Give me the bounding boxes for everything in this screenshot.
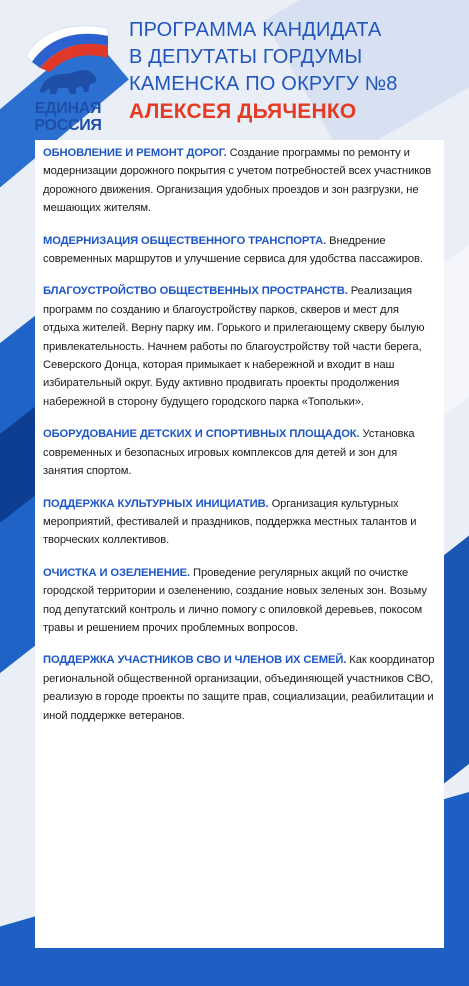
candidate-name: АЛЕКСЕЯ ДЬЯЧЕНКО (129, 100, 357, 123)
title-line: В ДЕПУТАТЫ ГОРДУМЫ (129, 46, 363, 68)
section-text: Реализация программ по созданию и благоустройству парков, скверов и мест для отдыха жителей. Верну парку им. Горького и прилегающему скверу былую привлекательность. Начнем работы по благоустройству той части берега, Северского Донца, которая примыкает к набережной и входит в наш избирательный округ. Буду активно продвигать проекты продолжения набережной в сторону будущего городского парка «Топольки». (43, 285, 425, 408)
section-heading: МОДЕРНИЗАЦИЯ ОБЩЕСТВЕННОГО ТРАНСПОРТА. (43, 234, 327, 247)
party-name-line: РОССИЯ (34, 117, 102, 134)
section-heading: ПОДДЕРЖКА УЧАСТНИКОВ СВО И ЧЛЕНОВ ИХ СЕМЕЙ. (43, 654, 347, 667)
section-text: Как координатор региональной общественной организации, объединяющей участников СВО, реализую в городе проекты по защите прав, социализации, реабилитации и иной поддержке ветеранов. (43, 654, 435, 722)
program-section (43, 232, 436, 269)
program-card (35, 140, 444, 948)
title-line: КАМЕНСКА ПО ОКРУГУ №8 (129, 73, 398, 95)
section-heading: БЛАГОУСТРОЙСТВО ОБЩЕСТВЕННЫХ ПРОСТРАНСТВ. (43, 285, 348, 298)
program-section (43, 425, 436, 480)
section-text: Проведение регулярных акций по очистке городской территории и озеленению, создание новых зеленых зон. Возьму под депутатский контроль и лично помогу с опиловкой деревьев, покосом травы и решением прочих проблемных вопросов. (43, 566, 427, 634)
program-section (43, 144, 436, 218)
program-section (43, 564, 436, 638)
party-name (20, 100, 116, 134)
program-section (43, 651, 436, 725)
section-text: Создание программы по ремонту и модернизации дорожного покрытия с учетом потребностей всех участников дорожного движения. Организация удобных проездов и зон разгрузки, не мешающих жителям. (43, 147, 432, 215)
party-logo (20, 22, 116, 134)
section-text: Внедрение современных маршрутов и улучшение сервиса для удобства пассажиров. (43, 234, 423, 266)
program-section (43, 282, 436, 411)
title-line: ПРОГРАММА КАНДИДАТА (129, 19, 382, 41)
page-title (129, 17, 459, 98)
program-section (43, 495, 436, 550)
section-heading: ОБНОВЛЕНИЕ И РЕМОНТ ДОРОГ. (43, 147, 227, 159)
section-text: Организация культурных мероприятий, фестивалей и праздников, поддержка местных талантов и творческих коллективов. (43, 497, 417, 547)
party-name-line: ЕДИНАЯ (34, 100, 102, 117)
header (0, 0, 469, 140)
bear-icon (36, 62, 100, 102)
section-text: Установка современных и безопасных игровых комплексов для детей и зон для занятия спортом. (43, 428, 415, 478)
section-heading: ОЧИСТКА И ОЗЕЛЕНЕНИЕ. (43, 566, 191, 579)
section-heading: ОБОРУДОВАНИЕ ДЕТСКИХ И СПОРТИВНЫХ ПЛОЩАДОК. (43, 428, 360, 441)
section-heading: ПОДДЕРЖКА КУЛЬТУРНЫХ ИНИЦИАТИВ. (43, 497, 269, 510)
